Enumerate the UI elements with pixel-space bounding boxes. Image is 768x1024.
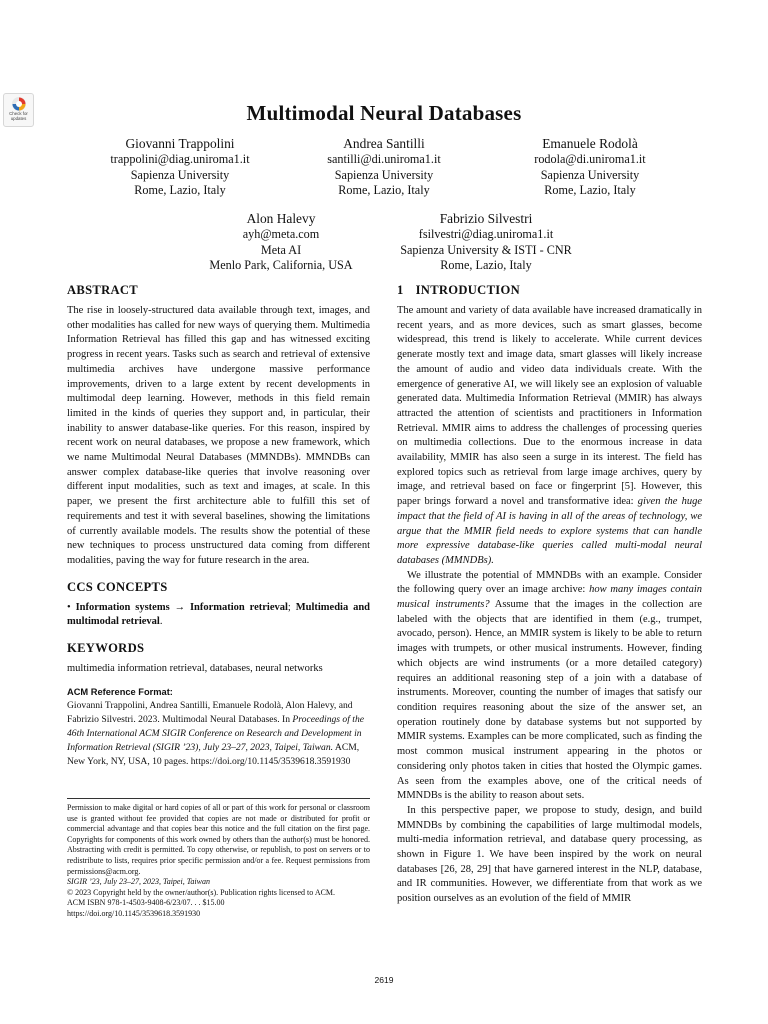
author-name: Alon Halevy (246, 211, 316, 226)
intro-paragraph-text: We illustrate the potential of MMNDBs with an example. Consider the following query over an image archive: (397, 569, 702, 596)
author-location: Rome, Lazio, Italy (338, 183, 430, 198)
badge-label-2: updates (10, 115, 27, 121)
author-block (90, 135, 270, 199)
intro-emphasis: how many images contain musical instruments? (397, 584, 702, 611)
author-affiliation: Sapienza University (540, 167, 640, 182)
ccs-end: . (159, 616, 163, 628)
acm-reference-heading: ACM Reference Format: (67, 686, 173, 697)
intro-paragraph (397, 569, 702, 804)
ccs-term[interactable]: Information systems (75, 601, 170, 613)
acm-reference-text (67, 699, 370, 769)
acm-reference-venue: Proceedings of the 46th International ACM SIGIR Conference on Research and Development in Information Retrieval (SIGIR ’23), July 23–27, 2023, Taipei, Taiwan. (67, 713, 365, 753)
keywords-text: multimedia information retrieval, databases, neural networks (67, 663, 323, 675)
ccs-term[interactable]: Multimedia and multimodal retrieval (67, 601, 371, 628)
author-email[interactable]: santilli@di.uniroma1.it (327, 152, 441, 166)
intro-paragraph-text: The amount and variety of data available have increased dramatically in recent years, and as more devices, such as smart glasses, become widespread, this trend is likely to accelerate. While current devices generate mostly text and image data, smart glasses will likely increase the amount of audio and video data individuals create. With the emergence of generative AI, we will likely see an explosion of valuable generated data. Multimedia Information Retrieval (MMIR) has always attracted the attention of scientists and practitioners in Information Retrieval. MMIR aims to address the challenges of processing queries on multimedia collections. Due to the enormous increase in data availability, MMIR has also seen a surge in its interest. The field has explored topics such as retrieval from large image archives, query by image, and retrieval based on face or fingerprint [5]. However, this paper brings forward a novel and transformative idea: (397, 305, 702, 508)
right-column (397, 283, 702, 907)
intro-paragraph (397, 304, 702, 569)
author-block (381, 210, 591, 274)
acm-reference-rest: ACM, New York, NY, USA, 10 pages. https://doi.org/10.1145/3539618.3591930 (67, 741, 360, 767)
permission-copyright: © 2023 Copyright held by the owner/author(s). Publication rights licensed to ACM. (67, 887, 336, 897)
ccs-concepts (67, 601, 370, 630)
ccs-arrow: → (174, 601, 186, 613)
intro-emphasis: given the huge impact that the field of AI is having in all of the areas of technology, we argue that the MMIR field needs to explore systems that can handle more expressive database-like queries called multi-modal neural databases (MMNDBs). (397, 496, 702, 566)
badge-label-1: Check for (9, 111, 28, 116)
author-block (294, 135, 474, 199)
permission-doi[interactable]: https://doi.org/10.1145/3539618.3591930 (67, 908, 201, 918)
ccs-term[interactable]: Information retrieval (189, 601, 288, 613)
author-location: Rome, Lazio, Italy (134, 183, 226, 198)
author-name: Andrea Santilli (343, 136, 425, 151)
intro-paragraph-text: Assume that the images in the collection are labeled with the objects that are identified in them (e.g., trumpet, avocado, person). Hence, an MMIR system is likely to be able to return images with trumpets, or other musical instruments. However, finding which objects are wind instruments (or a more detailed category) requires an additional reasoning step of a join with a database of instruments. Moreover, counting the number of images that satisfy our condition requires reasoning about the size of the answer set, an operation routinely done by database systems but not supported by MMIR systems. Examples can be more complicated, such as finding the most common musical instrument appearing in the photos or considering only photos taken in cities that hosted the Olympic games. As seen from the examples above, one of the critical needs of MMNDBs is the ability to reason about sets. (397, 599, 703, 802)
author-location: Rome, Lazio, Italy (440, 258, 532, 273)
left-column (67, 283, 370, 769)
author-name: Fabrizio Silvestri (439, 211, 533, 226)
author-email[interactable]: rodola@di.uniroma1.it (534, 152, 646, 166)
ccs-bullet: • (67, 601, 71, 613)
keywords-heading: KEYWORDS (67, 641, 145, 656)
author-email[interactable]: trappolini@diag.uniroma1.it (110, 152, 250, 166)
section-number: 1 (397, 283, 404, 297)
ccs-heading: CCS CONCEPTS (67, 579, 168, 594)
author-affiliation: Sapienza University (334, 167, 434, 182)
page-number: 2619 (374, 975, 394, 985)
author-affiliation: Sapienza University & ISTI - CNR (400, 242, 572, 257)
permission-venue: SIGIR ’23, July 23–27, 2023, Taipei, Taiwan (67, 877, 210, 887)
author-name: Emanuele Rodolà (542, 136, 638, 151)
permission-isbn: ACM ISBN 978-1-4503-9408-6/23/07. . . $15.00 (67, 898, 225, 908)
abstract-heading: ABSTRACT (67, 283, 138, 297)
abstract-text: The rise in loosely-structured data available through text, images, and other modalities has called for new ways of querying them. Multimedia Information Retrieval has filled this gap and has witnessed exciting progress in recent years. Tasks such as search and retrieval of extensive multimedia archives have undergone massive performance improvements, driven to a large extent by recent developments in multimodal deep learning. However, methods in this field remain limited in the kinds of queries they support and, in particular, their inability to answer database-like queries. For this reason, inspired by recent work on neural databases, we propose a new framework, which we name Multimodal Neural Databases (MMNDBs). MMNDBs can answer complex database-like queries that involve reasoning over different input modalities, such as text and images, at scale. In this paper, we present the first architecture able to fulfill this set of requirements and test it with several baselines, showing the limitations of currently available models. The results show the potential of these new techniques to process unstructured data coming from different modalities, paving the way for future research in the area. (67, 305, 370, 566)
author-email[interactable]: ayh@meta.com (242, 227, 320, 241)
author-location: Menlo Park, California, USA (209, 258, 353, 273)
author-affiliation: Meta AI (260, 242, 302, 257)
ccs-separator: ; (287, 601, 291, 613)
author-block (500, 135, 680, 199)
intro-paragraph: In this perspective paper, we propose to study, design, and build MMNDBs by combining the capabilities of large multimodal models, multi-media information retrieval, and database query processing, as shown in Figure 1. We have been inspired by the work on neural databases [26, 28, 29] that have garnered interest in the NLP, database, and IR communities. However, we differentiate from that work as we position ourselves as an evolution of the field of MMIR (397, 804, 702, 905)
permission-text: Permission to make digital or hard copies of all or part of this work for personal or classroom use is granted without fee provided that copies are not made or distributed for profit or commercial advantage and that copies bear this notice and the full citation on the first page. Copyrights for components of this work owned by others than the author(s) must be honored. Abstracting with credit is permitted. To copy otherwise, or republish, to post on servers or to redistribute to lists, requires prior specific permission and/or a fee. Request permissions from permissions@acm.org. (67, 803, 370, 876)
section-title: INTRODUCTION (415, 283, 520, 297)
permission-footnote (67, 798, 370, 920)
paper-title: Multimodal Neural Databases (246, 101, 522, 125)
author-affiliation: Sapienza University (130, 167, 230, 182)
author-email[interactable]: fsilvestri@diag.uniroma1.it (418, 227, 554, 241)
author-block (191, 210, 371, 274)
acm-reference-authors: Giovanni Trappolini, Andrea Santilli, Emanuele Rodolà, Alon Halevy, and Fabrizio Silvestri. 2023. Multimodal Neural Databases. In (67, 699, 353, 725)
author-location: Rome, Lazio, Italy (544, 183, 636, 198)
author-name: Giovanni Trappolini (125, 136, 235, 151)
introduction-heading (397, 283, 702, 298)
